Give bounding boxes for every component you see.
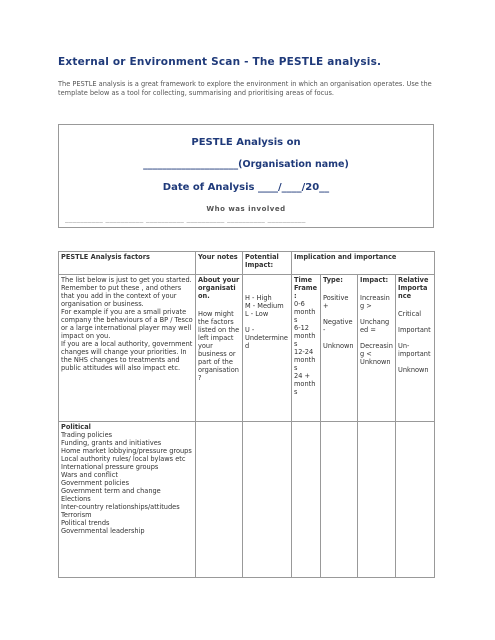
relative-importance-heading: Relative Importance	[398, 276, 429, 300]
type-heading: Type:	[323, 276, 343, 284]
intro-paragraph: The PESTLE analysis is a great framework to explore the environment in which an organisation operates. Use the template below as a tool for collecting, summarising and prioritising areas of focus.	[58, 80, 432, 97]
impact-scale-cell[interactable]	[243, 275, 292, 422]
political-item: Elections	[61, 495, 91, 503]
time-frame-text: 0-6 months 6-12 months 12-24 months 24 + months	[294, 300, 316, 396]
header-implication: Implication and importance	[292, 252, 435, 275]
political-item: International pressure groups	[61, 463, 159, 471]
who-was-involved-label: Who was involved	[206, 205, 286, 213]
header-notes: Your notes	[196, 252, 243, 275]
political-item: Government policies	[61, 479, 130, 487]
political-item: Political trends	[61, 519, 110, 527]
political-importance-cell[interactable]	[396, 422, 435, 578]
organisation-name-field[interactable]: ____________________(Organisation name)	[143, 159, 349, 170]
political-factors-cell	[59, 422, 196, 578]
notes-guidance-cell[interactable]	[196, 275, 243, 422]
political-item: Local authority rules/ local bylaws etc	[61, 455, 186, 463]
table-header-row	[59, 252, 435, 275]
header-potential-impact: Potential Impact:	[243, 252, 292, 275]
factors-guidance-text: The list below is just to get you started. Remember to put these , and others that you add in the context of your organisation or business. For example if you are a small private company the behaviours of a BP / Tesco or a large international player may well impact on you. If you are a local authority, government changes will change your priorities. In the NHS changes to treatments and public attitudes will also impact etc.	[61, 276, 193, 372]
impact-direction-text: Increasing > Unchanged = Decreasing < Unknown	[360, 294, 393, 366]
political-item: Inter-country relationships/attitudes	[61, 503, 180, 511]
political-item: Governmental leadership	[61, 527, 145, 535]
guidance-row	[59, 275, 435, 422]
pestle-table	[58, 251, 435, 578]
impact-direction-heading: Impact:	[360, 276, 389, 284]
time-frame-cell[interactable]	[292, 275, 321, 422]
notes-guidance-text: How might the factors listed on the left impact your business or part of the organisation ?	[198, 310, 240, 382]
political-type-cell[interactable]	[321, 422, 358, 578]
document-title: External or Environment Scan - The PESTLE analysis.	[58, 56, 382, 68]
political-item: Government term and change	[61, 487, 161, 495]
relative-importance-cell[interactable]	[396, 275, 435, 422]
political-heading: Political	[61, 423, 91, 431]
factors-guidance-cell	[59, 275, 196, 422]
political-item: Trading policies	[61, 431, 113, 439]
impact-scale-text: H - High M - Medium L - Low U - Undetermined	[245, 294, 288, 350]
type-text: Positive + Negative - Unknown	[323, 294, 354, 350]
date-of-analysis-field[interactable]: Date of Analysis ____/____/20__	[162, 182, 330, 193]
political-direction-cell[interactable]	[358, 422, 396, 578]
analysis-on-heading: PESTLE Analysis on	[191, 137, 301, 148]
impact-direction-cell[interactable]	[358, 275, 396, 422]
who-was-involved-blanks[interactable]: __________ __________ __________ __________ __________ __________	[65, 215, 306, 223]
political-item: Wars and conflict	[61, 471, 118, 479]
notes-heading: About your organisation.	[198, 276, 240, 300]
political-notes-cell[interactable]	[196, 422, 243, 578]
political-item: Terrorism	[61, 511, 92, 519]
header-factors: PESTLE Analysis factors	[59, 252, 196, 275]
political-impact-cell[interactable]	[243, 422, 292, 578]
political-item: Funding, grants and initiatives	[61, 439, 162, 447]
political-item: Home market lobbying/pressure groups	[61, 447, 192, 455]
political-time-cell[interactable]	[292, 422, 321, 578]
type-cell[interactable]	[321, 275, 358, 422]
political-row	[59, 422, 435, 578]
analysis-header-box	[58, 124, 434, 228]
relative-importance-text: Critical Important Un-important Unknown	[398, 310, 431, 374]
time-frame-heading: Time Frame:	[294, 276, 318, 300]
